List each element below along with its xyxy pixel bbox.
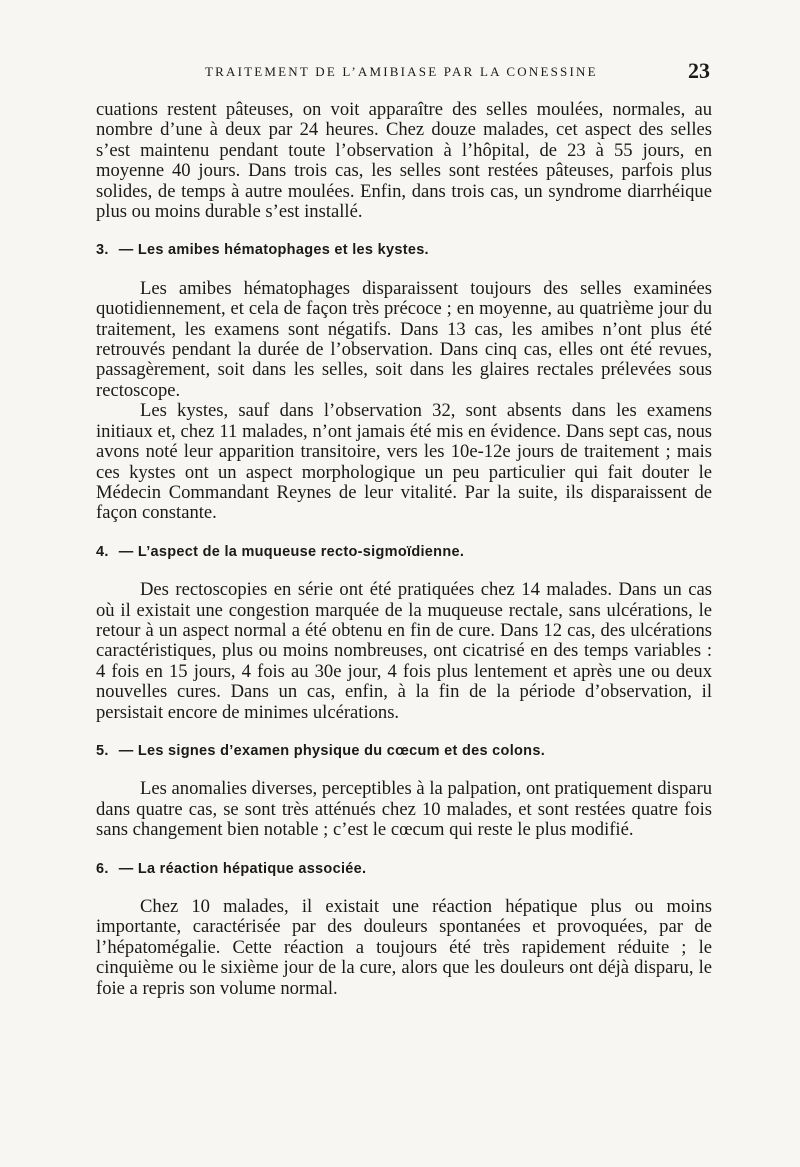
section-title: — Les signes d’examen physique du cœcum et des colons. (118, 742, 546, 759)
page-body (96, 100, 712, 999)
section-heading-6 (96, 859, 712, 879)
running-title: TRAITEMENT DE L’AMIBIASE PAR LA CONESSINE (205, 64, 598, 79)
paragraph: Les kystes, sauf dans l’observation 32, sont absents dans les examens initiaux et, chez 11 malades, n’ont jamais été mis en évidence. Dans sept cas, nous avons noté leur apparition transitoire, vers les 10e-12e jours de traitement ; mais ces kystes ont un aspect morphologique un peu particulier qui fait douter le Médecin Commandant Reynes de leur vitalité. Par la suite, ils disparaissent de façon constante. (96, 400, 712, 524)
section-heading-5 (96, 741, 712, 761)
paragraph: cuations restent pâteuses, on voit apparaître des selles moulées, normales, au nombre d’une à deux par 24 heures. Chez douze malades, cet aspect des selles s’est maintenu pendant toute l’observation à l’hôpital, de 23 à 55 jours, en moyenne 40 jours. Dans trois cas, les selles sont restées pâteuses, parfois plus solides, de temps à autre moulées. Enfin, dans trois cas, un syndrome diarrhéique plus ou moins durable s’est installé. (96, 99, 712, 223)
section-number: 6. (96, 860, 109, 877)
page-number: 23 (688, 58, 710, 83)
paragraph: Les anomalies diverses, perceptibles à la palpation, ont pratiquement disparu dans quatre cas, se sont très atténués chez 10 malades, et sont restées quatre fois sans changement bien notable ; c’est le cœcum qui reste le plus modifié. (96, 778, 712, 841)
section-number: 5. (96, 742, 109, 759)
section-title: — La réaction hépatique associée. (118, 860, 367, 877)
section-heading-4 (96, 542, 712, 562)
section-number: 3. (96, 242, 109, 259)
section-title: — Les amibes hématophages et les kystes. (118, 242, 429, 259)
section-heading-3 (96, 240, 712, 260)
paragraph: Les amibes hématophages disparaissent toujours des selles examinées quotidiennement, et cela de façon très précoce ; en moyenne, au quatrième jour du traitement, les examens sont négatifs. Dans 13 cas, les amibes n’ont plus été retrouvés pendant la durée de l’observation. Dans cinq cas, elles ont été revues, passagèrement, soit dans les selles, soit dans les glaires rectales prélevées sous rectoscope. (96, 277, 712, 401)
section-title: — L’aspect de la muqueuse recto-sigmoïdienne. (118, 543, 465, 560)
section-number: 4. (96, 543, 109, 560)
paragraph: Des rectoscopies en série ont été pratiquées chez 14 malades. Dans un cas où il existait une congestion marquée de la muqueuse rectale, sans ulcérations, le retour à un aspect normal a été obtenu en fin de cure. Dans 12 cas, des ulcérations caractéristiques, plus ou moins nombreuses, ont cicatrisé en des temps variables : 4 fois en 15 jours, 4 fois au 30e jour, 4 fois plus lentement et après une ou deux nouvelles cures. Dans un cas, enfin, à la fin de la période d’observation, il persistait encore de minimes ulcérations. (96, 579, 712, 723)
paragraph: Chez 10 malades, il existait une réaction hépatique plus ou moins importante, caractérisée par des douleurs spontanées et provoquées, par de l’hépatomégalie. Cette réaction a toujours été très rapidement réduite ; le cinquième ou le sixième jour de la cure, alors que les douleurs ont déjà disparu, le foie a repris son volume normal. (96, 896, 712, 999)
